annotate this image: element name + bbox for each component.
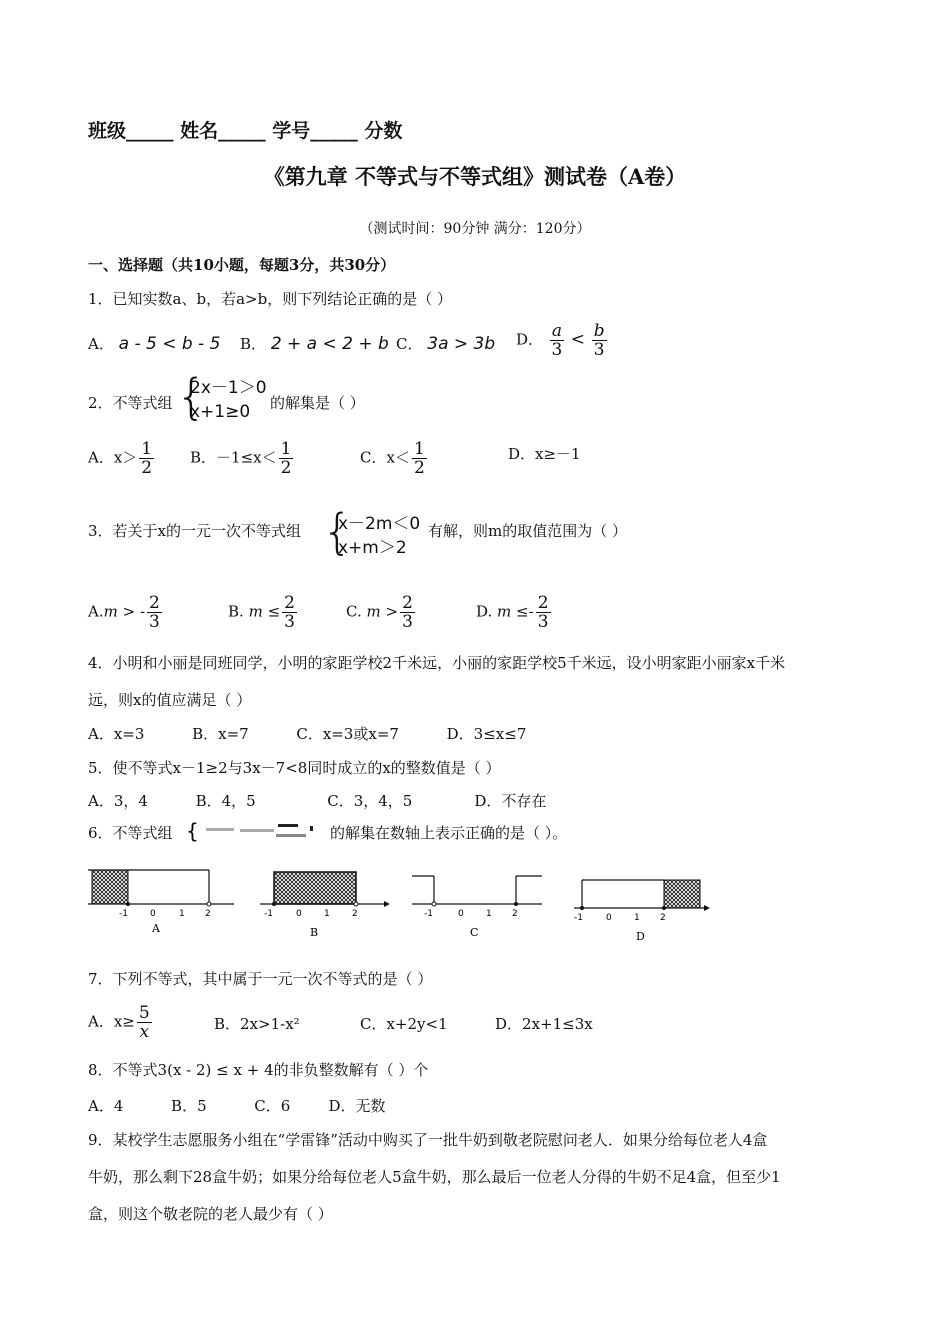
- number-line-b: [260, 872, 390, 939]
- number-line-a: [88, 870, 234, 935]
- svg-text:C: C: [470, 926, 479, 939]
- q4-options: A．x=3 B．x=7 C．x=3或x=7 D．3≤x≤7: [88, 725, 527, 743]
- q7-option-b: B．2x>1-x²: [214, 1015, 300, 1033]
- svg-text:D: D: [636, 930, 645, 943]
- q9-line3: 盒，则这个敬老院的老人最少有（ ）: [88, 1205, 333, 1223]
- svg-text:{: {: [186, 819, 199, 843]
- svg-text:1: 1: [324, 909, 330, 919]
- q2-option-c: C．x＜ $\frac{1}{2}$: [360, 439, 425, 478]
- q5-stem: 5．使不等式x－1≥2与3x－7<8同时成立的x的整数值是（ ）: [88, 759, 501, 777]
- svg-text:2: 2: [205, 909, 211, 919]
- page-title: 《第九章 不等式与不等式组》测试卷（A卷）: [263, 164, 687, 189]
- q7-option-c: C．x+2y<1: [360, 1015, 448, 1033]
- q3-option-a: A.m > - $\frac{2}{3}$: [88, 593, 160, 632]
- svg-text:1: 1: [486, 909, 492, 919]
- svg-text:1: 1: [179, 909, 185, 919]
- q9-line2: 牛奶，那么剩下28盒牛奶；如果分给每位老人5盒牛奶，那么最后一位老人分得的牛奶不足4盒，但至少1: [88, 1168, 781, 1186]
- q1-option-a: A． a - 5 < b - 5: [88, 334, 221, 354]
- q6-system-image: [186, 820, 326, 844]
- svg-text:1: 1: [634, 913, 640, 923]
- q2-system: 2x－1＞0 x+1≥0: [190, 378, 267, 422]
- q6-post: 的解集在数轴上表示正确的是（ ）。: [330, 824, 568, 842]
- q3-system: x－2m＜0 x+m＞2: [338, 514, 421, 558]
- q3-option-c: C. m > $\frac{2}{3}$: [346, 593, 413, 632]
- brace-icon: {: [322, 504, 353, 560]
- q9-line1: 9．某校学生志愿服务小组在“学雷锋”活动中购买了一批牛奶到敬老院慰问老人．如果分给每位老人4盒: [88, 1131, 768, 1149]
- q2-option-b: B．－1≤x＜ $\frac{1}{2}$: [190, 439, 292, 478]
- q7-option-d: D．2x+1≤3x: [495, 1015, 593, 1033]
- q7-option-a: A．x≥ $\frac{5}{x}$: [88, 1003, 150, 1042]
- svg-text:0: 0: [296, 909, 302, 919]
- q1-stem: 1．已知实数a、b，若a>b，则下列结论正确的是（ ）: [88, 290, 452, 308]
- student-info-line: 班级_____ 姓名_____ 学号_____ 分数: [88, 120, 403, 142]
- q6-pre: 6．不等式组: [88, 824, 173, 842]
- q2-option-d: D．x≥－1: [508, 445, 581, 463]
- q2-option-a: A．x＞ $\frac{1}{2}$: [88, 439, 153, 478]
- svg-text:2: 2: [660, 913, 666, 923]
- svg-text:-1: -1: [574, 913, 583, 923]
- svg-text:0: 0: [458, 909, 464, 919]
- q4-line2: 远，则x的值应满足（ ）: [88, 691, 252, 709]
- q2-post: 的解集是（ ）: [270, 394, 365, 412]
- q3-option-b: B. m ≤ $\frac{2}{3}$: [228, 593, 295, 632]
- svg-text:-1: -1: [119, 909, 128, 919]
- q3-option-d: D. m ≤- $\frac{2}{3}$: [476, 593, 549, 632]
- q8-options: A．4 B．5 C．6 D．无数: [88, 1097, 386, 1115]
- q5-options: A．3，4 B．4，5 C．3，4，5 D．不存在: [88, 792, 547, 810]
- q8-stem: 8．不等式3(x - 2) ≤ x + 4的非负整数解有（ ）个: [88, 1061, 429, 1079]
- number-line-d: [574, 880, 710, 943]
- q3-post: 有解，则m的取值范围为（ ）: [428, 522, 627, 540]
- svg-text:2: 2: [352, 909, 358, 919]
- q4-line1: 4．小明和小丽是同班同学，小明的家距学校2千米远，小丽的家距学校5千米远，设小明家距小丽家x千米: [88, 654, 786, 672]
- section-heading: 一、选择题（共10小题，每题3分，共30分）: [88, 256, 396, 274]
- q3-pre: 3．若关于x的一元一次不等式组: [88, 522, 302, 540]
- svg-text:-1: -1: [264, 909, 273, 919]
- q1-option-b: B． 2 + a < 2 + b: [240, 334, 389, 354]
- number-line-c: [412, 876, 542, 939]
- test-info: （测试时间：90分钟 满分：120分）: [359, 221, 591, 237]
- svg-text:0: 0: [606, 913, 612, 923]
- q1-option-d: D． $\frac{a}{3}$ < $\frac{b}{3}$: [516, 321, 605, 360]
- svg-text:-1: -1: [424, 909, 433, 919]
- brace-icon: {: [176, 369, 207, 425]
- q1-option-c: C． 3a > 3b: [396, 334, 496, 354]
- q2-pre: 2．不等式组: [88, 394, 173, 412]
- q7-stem: 7．下列不等式，其中属于一元一次不等式的是（ ）: [88, 970, 433, 988]
- svg-text:0: 0: [150, 909, 156, 919]
- q6-number-lines: [84, 858, 724, 948]
- svg-text:2: 2: [512, 909, 518, 919]
- svg-text:B: B: [310, 926, 319, 939]
- svg-text:A: A: [152, 922, 160, 935]
